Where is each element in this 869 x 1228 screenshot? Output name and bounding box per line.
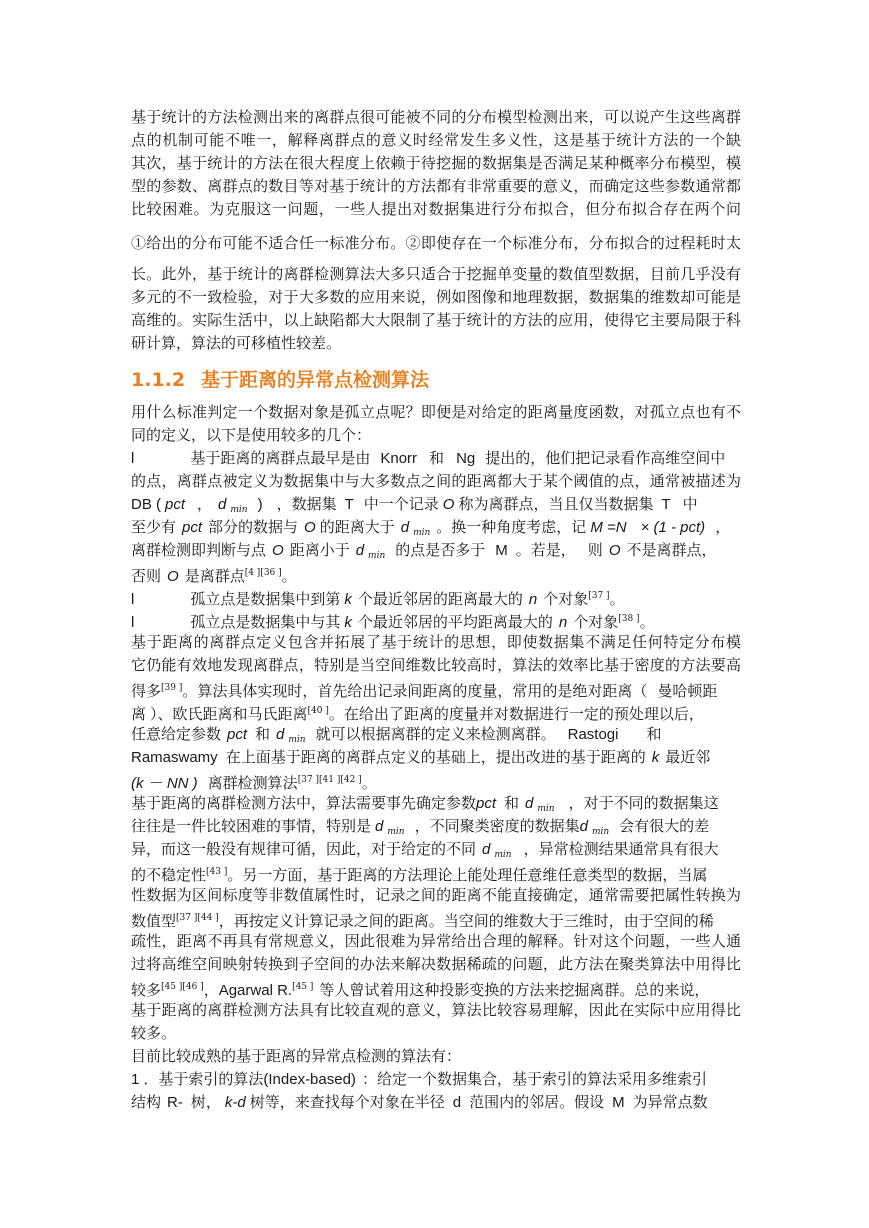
text-span: 和 (255, 725, 271, 743)
text-span: 离群检测即判断与点 (131, 541, 267, 559)
citation: [37 ][44 ] (176, 913, 219, 923)
text-span: 为异常点数 (632, 1093, 708, 1111)
text-span: 。在给出了距离的度量并对数据进行一定的预处理以后， (328, 705, 704, 723)
math-var: d (218, 496, 227, 513)
text-span: 。 (361, 774, 377, 792)
text-span: 则 (587, 541, 603, 559)
paragraph-line: 性数据为区间标度等非数值属性时，记录之间的距离不能直接确定，通常需要把属性转换为 (131, 886, 741, 904)
definition-1-line-6 (131, 563, 741, 587)
paragraph-line: 多元的不一致检验，对于大多数的应用来说，例如图像和地理数据，数据集的维数却可能是 (131, 288, 741, 306)
text-span: 基于索引的算法 (158, 1070, 264, 1088)
math-subscript: min (387, 827, 405, 837)
text-span: ，再按定义计算记录之间的距离。当空间的维数大于三维时，由于空间的稀 (218, 912, 714, 930)
math-var: d (355, 542, 365, 559)
text-span: 得多 (131, 682, 162, 700)
text-span: 是离群点 (184, 567, 245, 585)
list-item-1-line-2 (131, 1092, 741, 1113)
text-span: 不是离群点， (626, 541, 717, 559)
math-var: pct (165, 496, 186, 513)
math-var: n (558, 614, 568, 631)
citation: [45 ] (292, 982, 314, 992)
math-expr: M =N (590, 519, 627, 536)
math-expr: × (1 - pct) (640, 519, 706, 536)
text-span: 孤立点是数据集中与其 (190, 613, 341, 631)
paragraph-line: 点的机制可能不唯一，解释离群点的意义时经常发生多义性，这是基于统计方法的一个缺 (131, 131, 741, 149)
math-var: d (452, 1094, 462, 1111)
paragraph-line: 基于距离的离群点定义包含并拓展了基于统计的思想，即使数据集不满足任何特定分布模 (131, 633, 741, 651)
math-var: pct (227, 726, 248, 743)
paragraph-line: 较多。 (131, 1024, 177, 1042)
paragraph-line (131, 908, 741, 931)
math-var: d (525, 795, 534, 812)
text-span: 孤立点是数据集中到第 (190, 590, 341, 608)
paragraph-line (131, 770, 741, 794)
paragraph-line (131, 977, 741, 1001)
math-var: O (167, 568, 179, 585)
text-span: 个对象 (573, 613, 619, 631)
math-subscript: min (413, 528, 431, 538)
text-span: 和 (429, 449, 445, 467)
text-span: 。算法具体实现时，首先给出记录间距离的度量，常用的是绝对距离（ (182, 682, 648, 700)
citation: [40 ] (307, 706, 329, 716)
text-span: 和 (646, 725, 662, 743)
paragraph-line (131, 862, 741, 885)
author-name: Rastogi (567, 726, 619, 743)
math-var: k (651, 749, 660, 766)
text-span: 数值型 (131, 912, 177, 930)
math-var: O (304, 519, 316, 536)
text-span: ，异常检测结果通常具有很大 (523, 840, 719, 858)
math-subscript: min (288, 735, 306, 745)
author-name: Agarwal R. (218, 982, 293, 999)
text-span: 个最近邻居的平均距离最大的 (357, 613, 553, 631)
text-span: 的点是否多于 (395, 541, 486, 559)
text-span: 结构 (131, 1093, 162, 1111)
math-var: M (495, 542, 508, 559)
paragraph-line: 它仍能有效地发现离群点，特别是当空间维数比较高时，算法的效率比基于密度的方法要高 (131, 656, 741, 674)
math-var: pct (182, 519, 203, 536)
text-span: 称为离群点，当且仅当数据集 (458, 495, 654, 513)
paragraph-line (131, 747, 741, 768)
paragraph-line: 比较困难。为克服这一问题，一些人提出对数据集进行分布拟合，但分布拟合存在两个问 (131, 200, 741, 218)
text-span: 树等，来查找每个对象在半径 (249, 1093, 445, 1111)
paragraph-line: ①给出的分布可能不适合任一标准分布。②即使存在一个标准分布，分布拟合的过程耗时太 (131, 234, 741, 252)
text-span: ，不同聚类密度的数据集 (414, 817, 580, 835)
math-var: M (612, 1094, 625, 1111)
definition-2 (131, 586, 741, 610)
text-span: 。另一方面，基于距离的方法理论上能处理任意维任意类型的数据，当属 (227, 866, 708, 884)
math-expr: (k － NN ) (131, 775, 198, 792)
text-span: 的不稳定性 (131, 866, 207, 884)
text-span: 。 (281, 567, 297, 585)
section-title: 基于距离的异常点检测算法 (201, 369, 430, 391)
text-span: 。换一种角度考虑，记 (436, 518, 587, 536)
math-var: d (400, 519, 410, 536)
math-var: d (276, 726, 285, 743)
text-span: ，对于不同的数据集这 (568, 794, 719, 812)
definition-1-line-1 (131, 448, 741, 469)
citation: [45 ][46 ] (161, 982, 204, 992)
math-var: d (482, 841, 491, 858)
math-var: k (344, 591, 352, 608)
math-text: DB ( (131, 496, 161, 513)
paragraph-line: 研计算，算法的可移植性较差。 (131, 334, 342, 352)
section-heading (131, 367, 429, 393)
text-span: 异，而这一般没有规律可循，因此，对于给定的不同 (131, 840, 477, 858)
author-name: Ramaswamy (131, 749, 218, 766)
text-span: 就可以根据离群的定义来检测离群。 (315, 725, 556, 743)
math-var: d (579, 818, 588, 835)
math-var: n (528, 591, 538, 608)
text-span: 树， (190, 1093, 221, 1111)
text-span: ． (143, 1070, 159, 1088)
text-span: 任意给定参数 (131, 725, 222, 743)
list-number: 1 (131, 1071, 140, 1088)
text-span: 范围内的邻居。假设 (469, 1093, 605, 1111)
paragraph-line: 用什么标准判定一个数据对象是孤立点呢？即便是对给定的距离量度函数，对孤立点也有不 (131, 403, 741, 421)
math-subscript: min (230, 505, 248, 515)
text-span: 提出的，他们把记录看作高维空间中 (485, 449, 726, 467)
citation: [37 ][41 ][42 ] (297, 775, 362, 785)
text-span: 。若是， (515, 541, 576, 559)
text-span: 和 (504, 794, 520, 812)
paragraph-line: 基于统计的方法检测出来的离群点很可能被不同的分布模型检测出来，可以说产生这些离群 (131, 108, 741, 126)
math-var: pct (476, 795, 497, 812)
citation: [37 ] (588, 591, 610, 601)
text-span: 离 (131, 705, 147, 723)
author-name: Knorr (380, 450, 418, 467)
text-span: 个最近邻居的距离最大的 (357, 590, 523, 608)
math-subscript: min (368, 551, 386, 561)
author-name: Ng (456, 450, 476, 467)
text-span: ）、欧氏距离和马氏距离 (150, 705, 308, 723)
math-var: T (344, 496, 354, 513)
text-span: 否则 (131, 567, 162, 585)
bullet-marker: l (131, 450, 135, 467)
text-span: 。 (609, 590, 625, 608)
paragraph-line (131, 678, 741, 701)
paragraph-line (131, 701, 741, 724)
paragraph-line: 高维的。实际生活中，以上缺陷都大大限制了基于统计的方法的应用，使得它主要局限于科 (131, 311, 741, 329)
math-var: k (344, 614, 352, 631)
math-subscript: min (537, 804, 555, 814)
text-span: ， (203, 981, 219, 999)
text-span: 最近邻 (665, 748, 711, 766)
text-span: ：给定一个数据集合，基于索引的算法采用多维索引 (361, 1070, 707, 1088)
citation: [38 ] (618, 614, 640, 624)
paragraph-line: 目前比较成熟的基于距离的异常点检测的算法有： (131, 1047, 462, 1065)
paragraph-line: 其次，基于统计的方法在很大程度上依赖于待挖掘的数据集是否满足某种概率分布模型，模 (131, 154, 741, 172)
math-var: d (375, 818, 384, 835)
math-var: O (442, 496, 455, 513)
math-var: k-d (224, 1094, 246, 1111)
text-span: 往往是一件比较困难的事情，特别是 (131, 817, 372, 835)
math-subscript: min (591, 827, 610, 837)
text-span: 中 (682, 495, 698, 513)
math-var: T (661, 496, 671, 513)
paragraph-line: 型的参数、离群点的数目等对基于统计的方法都有非常重要的意义，而确定这些参数通常都 (131, 177, 741, 195)
text-span: 距离小于 (289, 541, 350, 559)
bullet-marker: l (131, 614, 135, 631)
text-span: 的距离大于 (319, 518, 395, 536)
text-span: 。 (639, 613, 655, 631)
paragraph-line: 疏性，距离不再具有常规意义，因此很难为异常给出合理的解释。针对这个问题，一些人通 (131, 932, 741, 950)
text-span: 在上面基于距离的离群点定义的基础上，提出改进的基于距离的 (225, 748, 646, 766)
text-span: 个对象 (543, 590, 589, 608)
bullet-marker: l (131, 591, 135, 608)
text-span: 较多 (131, 981, 162, 999)
paragraph-line: 过将高维空间映射转换到子空间的办法来解决数据稀疏的问题，此方法在聚类算法中用得比 (131, 955, 741, 973)
citation: [39 ] (161, 683, 183, 693)
text-span: ， (197, 495, 213, 513)
definition-1-line-2: 的点，离群点被定义为数据集中与大多数点之间的距离都大于某个阈值的点，通常被描述为 (131, 472, 741, 490)
paragraph-line: 同的定义，以下是使用较多的几个： (131, 426, 372, 444)
math-text: R- (167, 1094, 183, 1111)
text-span: 基于距离的离群检测方法中，算法需要事先确定参数 (131, 794, 477, 812)
text-span: 至少有 (131, 518, 177, 536)
citation: [4 ][36 ] (244, 568, 282, 578)
paragraph-line: 基于距离的离群检测方法具有比较直观的意义，算法比较容易理解，因此在实际中应用得比 (131, 1001, 741, 1019)
math-var: O (608, 542, 621, 559)
citation: [43 ] (206, 867, 228, 877)
text-span: 中一个记录 (363, 495, 439, 513)
text-span: 曼哈顿距 (657, 682, 718, 700)
section-number: 1.1.2 (131, 369, 186, 391)
text-span: (Index-based) (263, 1071, 356, 1088)
text-span: 基于距离的离群点最早是由 (190, 449, 371, 467)
text-span: 部分的数据与 (208, 518, 299, 536)
math-subscript: min (494, 850, 512, 860)
paragraph-line: 长。此外，基于统计的离群检测算法大多只适合于挖掘单变量的数值型数据，目前几乎没有 (131, 265, 741, 283)
text-span: 会有很大的差 (619, 817, 710, 835)
text-span: ， (715, 518, 731, 536)
text-span: 等人曾试着用这种投影变换的方法来挖掘离群。总的来说， (319, 981, 710, 999)
definition-3 (131, 609, 741, 633)
math-var: O (272, 542, 284, 559)
text-span: 离群检测算法 (207, 774, 298, 792)
text-span: ，数据集 (276, 495, 337, 513)
math-text: ) (257, 496, 263, 513)
list-item-1-line-1 (131, 1069, 741, 1090)
